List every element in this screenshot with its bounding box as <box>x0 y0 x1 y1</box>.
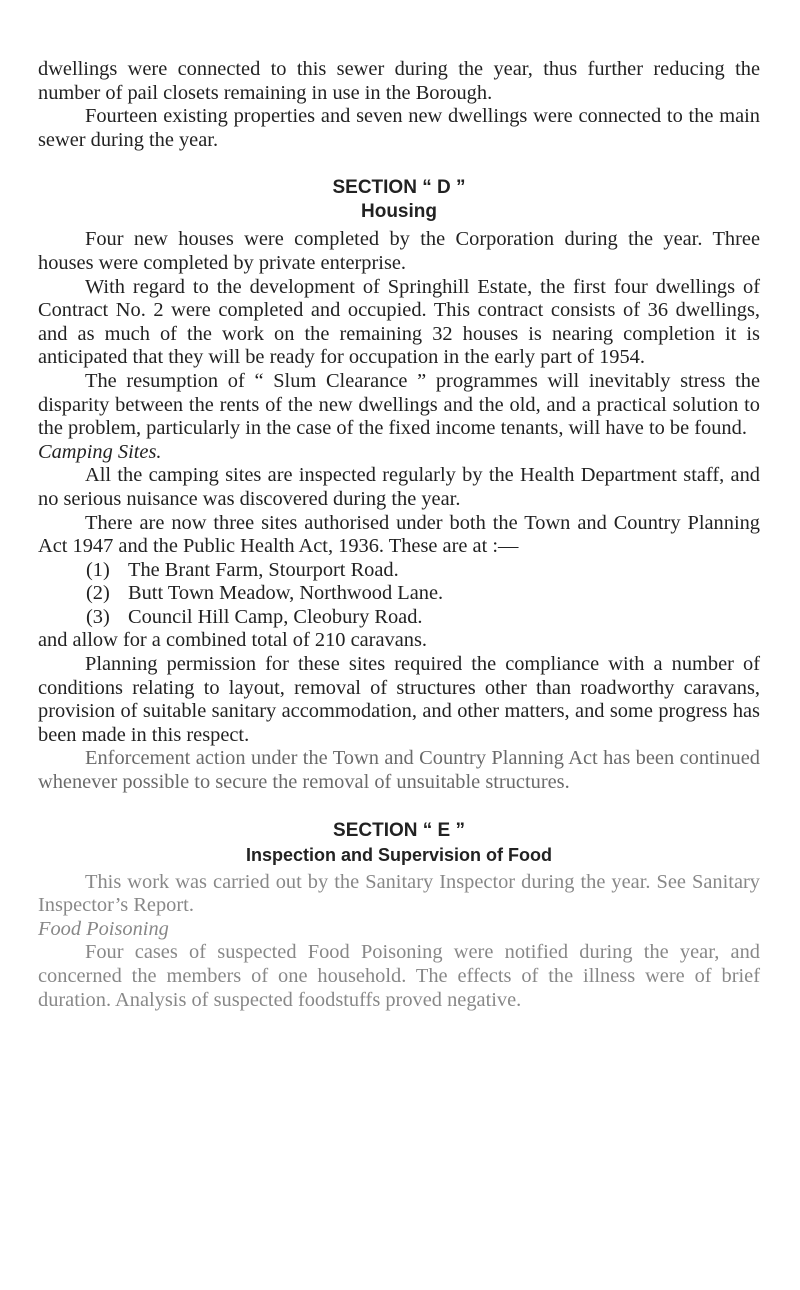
camping-paragraph-2: There are now three sites authorised under both the Town and Country Planning Act 1947 and the Public Health Act, 1936. These are at :— <box>38 511 760 558</box>
camping-paragraph-5: Enforcement action under the Town and Country Planning Act has been continued whenever possible to secure the removal of unsuitable structures. <box>38 747 760 794</box>
list-item-number: (1) <box>86 558 110 581</box>
food-paragraph-2: Four cases of suspected Food Poisoning were notified during the year, and concerned the members of one household. The effects of the illness were of brief duration. Analysis of suspected foodstuffs proved negative. <box>38 941 760 1011</box>
housing-paragraph-2: With regard to the development of Springhill Estate, the first four dwellings of Contract No. 2 were completed and occupied. This contract consists of 36 dwellings, and as much of the work on the remaining 32 houses is nearing completion it is anticipated that they will be ready for occupation in the early part of 1954. <box>38 275 760 369</box>
list-item-number: (3) <box>86 605 110 628</box>
list-item-text: Council Hill Camp, Cleobury Road. <box>128 605 423 628</box>
list-item <box>38 582 760 606</box>
list-item-number: (2) <box>86 582 110 605</box>
list-item-text: Butt Town Meadow, Northwood Lane. <box>128 582 444 605</box>
list-item <box>38 606 760 630</box>
section-e-subtitle: Inspection and Supervision of Food <box>245 844 552 865</box>
section-d-subtitle: Housing <box>361 201 437 223</box>
list-item-text: The Brant Farm, Stourport Road. <box>128 558 399 581</box>
housing-paragraph-3: The resumption of “ Slum Clearance ” programmes will inevitably stress the disparity between the rents of the new dwellings and the old, and a practical solution to the problem, particularly in the case of the fixed income tenants, will have to be found. <box>38 369 760 440</box>
camping-paragraph-1: All the camping sites are inspected regularly by the Health Department staff, and no serious nuisance was discovered during the year. <box>38 464 760 510</box>
sites-list <box>38 559 760 630</box>
food-poisoning-heading: Food Poisoning <box>38 917 169 940</box>
food-paragraph-1: This work was carried out by the Sanitary Inspector during the year. See Sanitary Inspector’s Report. <box>38 870 760 917</box>
housing-paragraph-1: Four new houses were completed by the Corporation during the year. Three houses were completed by private enterprise. <box>38 228 760 274</box>
list-item <box>38 559 760 583</box>
camping-paragraph-4: Planning permission for these sites required the compliance with a number of conditions relating to layout, removal of structures other than roadworthy caravans, provision of suitable sanitary accommodation, and other matters, and some progress has been made in this respect. <box>38 653 760 746</box>
camping-paragraph-3: and allow for a combined total of 210 caravans. <box>38 629 427 652</box>
intro-paragraph-2: Fourteen existing properties and seven new dwellings were connected to the main sewer during the year. <box>38 105 760 151</box>
intro-paragraph-1: dwellings were connected to this sewer during the year, thus further reducing the number of pail closets remaining in use in the Borough. <box>38 58 760 104</box>
section-d-title: SECTION “ D ” <box>332 177 466 199</box>
camping-sites-heading: Camping Sites. <box>38 440 162 463</box>
section-e-title: SECTION “ E ” <box>333 819 465 841</box>
